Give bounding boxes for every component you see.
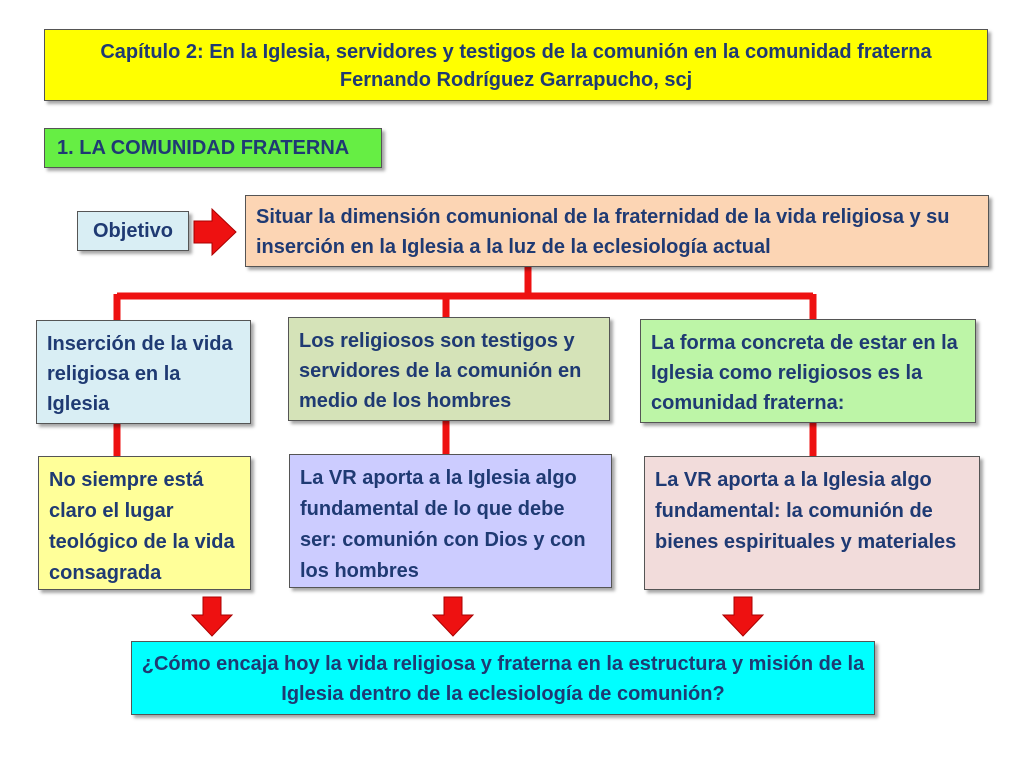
leaf-theological-place: No siempre está claro el lugar teológico de la vida consagrada <box>38 456 251 590</box>
section-heading: 1. LA COMUNIDAD FRATERNA <box>44 128 382 168</box>
chapter-title: Capítulo 2: En la Iglesia, servidores y testigos de la comunión en la comunidad fraterna <box>100 41 932 63</box>
chapter-author: Fernando Rodríguez Garrapucho, scj <box>339 69 693 91</box>
right-arrow-icon <box>194 209 236 255</box>
objective-label: Objetivo <box>77 211 189 251</box>
node-witnesses: Los religiosos son testigos y servidores de la comunión en medio de los hombres <box>288 317 610 421</box>
node-insertion: Inserción de la vida religiosa en la Iglesia <box>36 320 251 424</box>
down-arrow-icon <box>192 597 232 636</box>
chapter-title-box <box>44 29 988 101</box>
key-question: ¿Cómo encaja hoy la vida religiosa y fraterna en la estructura y misión de la Iglesia dentro de la eclesiología de comunión? <box>131 641 875 715</box>
leaf-communion-with-god: La VR aporta a la Iglesia algo fundamental de lo que debe ser: comunión con Dios y con los hombres <box>289 454 612 588</box>
node-fraternal-community: La forma concreta de estar en la Iglesia como religiosos es la comunidad fraterna: <box>640 319 976 423</box>
objective-text: Situar la dimensión comunional de la fraternidad de la vida religiosa y su inserción en la Iglesia a la luz de la eclesiología actual <box>245 195 989 267</box>
down-arrow-icon <box>433 597 473 636</box>
leaf-communion-of-goods: La VR aporta a la Iglesia algo fundamental: la comunión de bienes espirituales y materiales <box>644 456 980 590</box>
down-arrow-icon <box>723 597 763 636</box>
